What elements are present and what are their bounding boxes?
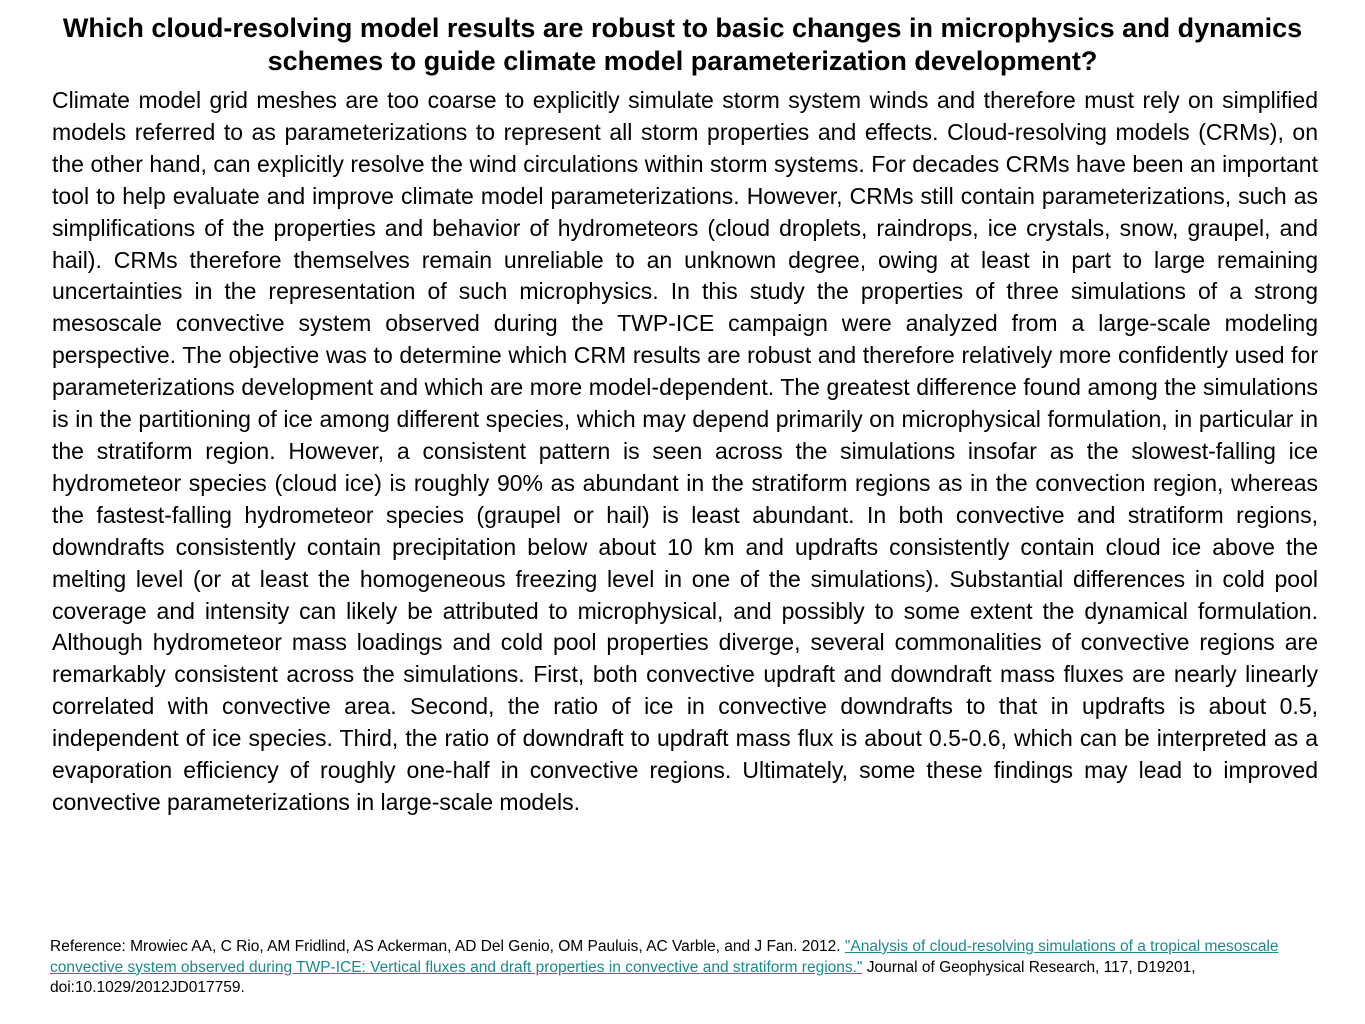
reference-prefix: Reference: Mrowiec AA, C Rio, AM Fridlind, AS Ackerman, AD Del Genio, OM Pauluis, AC Varble, and J Fan. 2012. [50, 938, 845, 955]
reference-article-link[interactable]: "Analysis of cloud-resolving simulations of a tropical mesoscale convective system observed during TWP-ICE: Vertical fluxes and draft properties in convective and stratiform regions." [50, 938, 1279, 976]
abstract-paragraph: Climate model grid meshes are too coarse to explicitly simulate storm system winds and therefore must rely on simplified models referred to as parameterizations to represent all storm properties and effects. Cloud-resolving models (CRMs), on the other hand, can explicitly resolve the wind circulations within storm systems. For decades CRMs have been an important tool to help evaluate and improve climate model parameterizations. However, CRMs still contain parameterizations, such as simplifications of the properties and behavior of hydrometeors (cloud droplets, raindrops, ice crystals, snow, graupel, and hail). CRMs therefore themselves remain unreliable to an unknown degree, owing at least in part to large remaining uncertainties in the representation of such microphysics. In this study the properties of three simulations of a strong mesoscale convective system observed during the TWP-ICE campaign were analyzed from a large-scale modeling perspective. The objective was to determine which CRM results are robust and therefore relatively more confidently used for parameterizations development and which are more model-dependent. The greatest difference found among the simulations is in the partitioning of ice among different species, which may depend primarily on microphysical formulation, in particular in the stratiform region. However, a consistent pattern is seen across the simulations insofar as the slowest-falling ice hydrometeor species (cloud ice) is roughly 90% as abundant in the stratiform regions as in the convection region, whereas the fastest-falling hydrometeor species (graupel or hail) is least abundant. In both convective and stratiform regions, downdrafts consistently contain precipitation below about 10 km and updrafts consistently contain cloud ice above the melting level (or at least the homogeneous freezing level in one of the simulations). Substantial differences in cold pool coverage and intensity can likely be attributed to microphysical, and possibly to some extent the dynamical formulation. Although hydrometeor mass loadings and cold pool properties diverge, several commonalities of convective regions are remarkably consistent across the simulations. First, both convective updraft and downdraft mass fluxes are nearly linearly correlated with convective area. Second, the ratio of ice in convective downdrafts to that in updrafts is about 0.5, independent of ice species. Third, the ratio of downdraft to updraft mass flux is about 0.5-0.6, which can be interpreted as a evaporation efficiency of roughly one-half in convective regions. Ultimately, some these findings may lead to improved convective parameterizations in large-scale models. [52, 87, 1318, 815]
reference-suffix: Journal of Geophysical Research, 117, D19201, doi:10.1029/2012JD017759. [50, 958, 1196, 996]
reference-citation [50, 937, 1290, 999]
page-title: Which cloud-resolving model results are robust to basic changes in microphysics and dynamics schemes to guide climate model parameterization development? [62, 13, 1303, 76]
